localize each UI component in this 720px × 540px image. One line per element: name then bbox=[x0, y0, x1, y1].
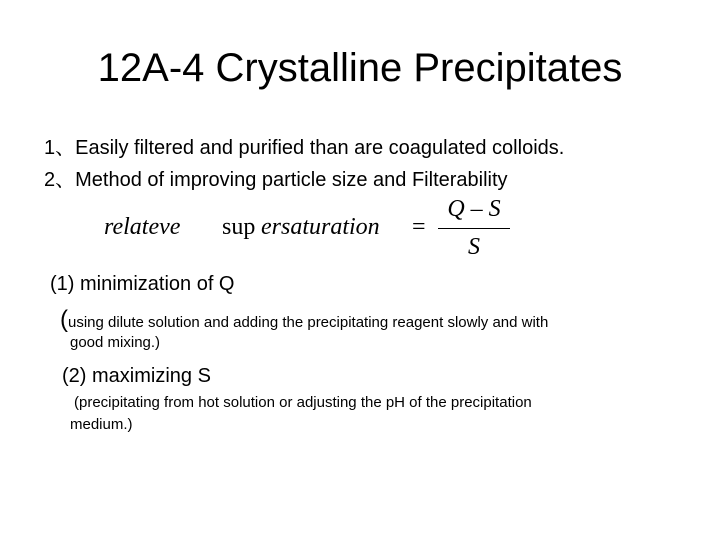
supersaturation-formula bbox=[100, 196, 520, 266]
section-1-heading: (1) minimization of Q bbox=[50, 273, 235, 295]
section-1-open-paren: ( bbox=[60, 306, 68, 333]
formula-equals: = bbox=[412, 214, 426, 240]
formula-numerator: Q – S bbox=[447, 196, 501, 222]
formula-lhs-ersaturation: ersaturation bbox=[261, 214, 380, 240]
bullet-2: 2、Method of improving particle size and Filterability bbox=[44, 169, 508, 191]
slide-title: 12A-4 Crystalline Precipitates bbox=[97, 46, 623, 90]
section-2-heading: (2) maximizing S bbox=[62, 365, 211, 387]
bullet-1: 1、Easily filtered and purified than are coagulated colloids. bbox=[44, 137, 565, 159]
formula-fraction-bar bbox=[438, 228, 510, 229]
section-1-detail-text: using dilute solution and adding the precipitating reagent slowly and with bbox=[68, 314, 549, 331]
section-2-detail-cont: medium.) bbox=[70, 416, 133, 433]
formula-lhs-sup: sup bbox=[222, 214, 256, 240]
formula-denominator: S bbox=[468, 234, 480, 260]
section-1-detail-cont: good mixing.) bbox=[70, 334, 161, 351]
formula-lhs-relative: relateve bbox=[104, 214, 181, 240]
section-2-detail: (precipitating from hot solution or adjusting the pH of the precipitation bbox=[74, 394, 532, 411]
